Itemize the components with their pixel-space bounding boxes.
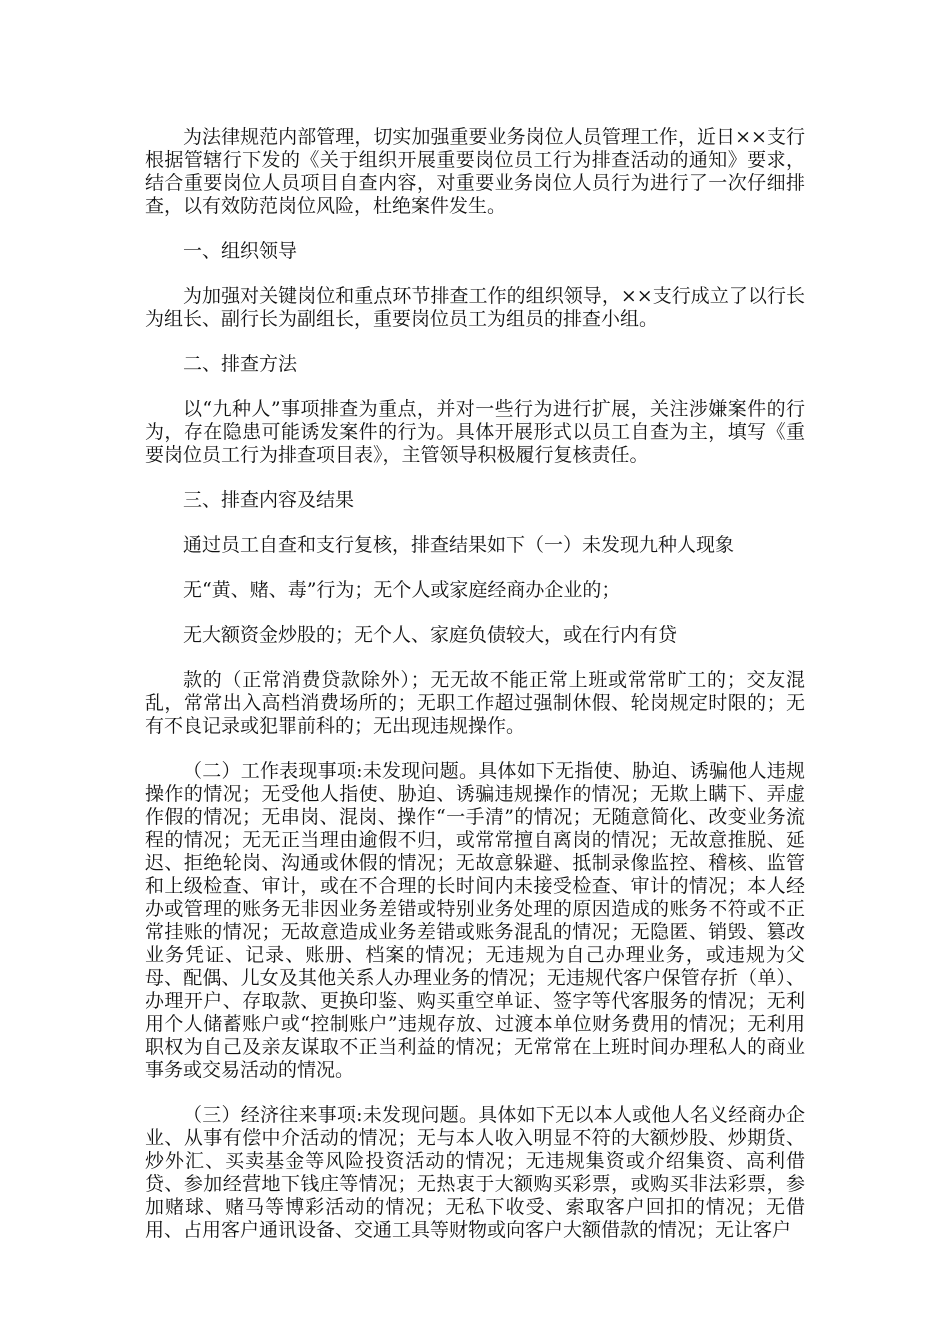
results-summary-paragraph: 通过员工自查和支行复核，排查结果如下（一）未发现九种人现象 xyxy=(183,534,735,556)
organization-paragraph: 为加强对关键岗位和重点环节排查工作的组织领导，××支行成立了以行长为组长、副行长为副组长，重要岗位员工为组员的排查小组。 xyxy=(145,285,805,330)
work-performance-paragraph: （二）工作表现事项:未发现问题。具体如下无指使、胁迫、诱骗他人违规操作的情况；无受他人指使、胁迫、诱骗违规操作的情况；无欺上瞒下、弄虚作假的情况；无串岗、混岗、操作“一手清”的情况；无随意简化、改变业务流程的情况；无无正当理由逾假不归，或常常擅自离岗的情况；无故意推脱、延迟、拒绝轮岗、沟通或休假的情况；无故意躲避、抵制录像监控、稽核、监管和上级检查、审计，或在不合理的长时间内未接受检查、审计的情况；本人经办或管理的账务无非因业务差错或特别业务处理的原因造成的账务不符或不正常挂账的情况；无故意造成业务差错或账务混乱的情况；无隐匿、销毁、篡改业务凭证、记录、账册、档案的情况；无违规为自己办理业务，或违规为父母、配偶、儿女及其他关系人办理业务的情况；无违规代客户保管存折（单）、办理开户、存取款、更换印鉴、购买重空单证、签字等代客服务的情况；无利用个人储蓄账户或“控制账户”违规存放、过渡本单位财务费用的情况；无利用职权为自己及亲友谋取不正当利益的情况；无常常在上班时间办理私人的商业事务或交易活动的情况。 xyxy=(145,760,805,1081)
section-heading-results: 三、排查内容及结果 xyxy=(183,489,355,511)
economic-dealings-paragraph: （三）经济往来事项:未发现问题。具体如下无以本人或他人名义经商办企业、从事有偿中介活动的情况；无与本人收入明显不符的大额炒股、炒期货、炒外汇、买卖基金等风险投资活动的情况；无违规集资或介绍集资、高利借贷、参加经营地下钱庄等情况；无热衷于大额购买彩票，或购买非法彩票，参加赌球、赌马等博彩活动的情况；无私下收受、索取客户回扣的情况；无借用、占用客户通讯设备、交通工具等财物或向客户大额借款的情况；无让客户 xyxy=(145,1104,805,1241)
document-body xyxy=(145,126,805,1264)
results-item-paragraph: 无大额资金炒股的；无个人、家庭负债较大，或在行内有贷 xyxy=(183,624,678,646)
section-heading-organization: 一、组织领导 xyxy=(183,240,298,262)
method-paragraph: 以“九种人”事项排查为重点，并对一些行为进行扩展，关注涉嫌案件的行为，存在隐患可能诱发案件的行为。具体开展形式以员工自查为主，填写《重要岗位员工行为排查项目表》，主管领导积极履行复核责任。 xyxy=(145,398,805,466)
intro-paragraph: 为法律规范内部管理，切实加强重要业务岗位人员管理工作，近日××支行根据管辖行下发的《关于组织开展重要岗位员工行为排查活动的通知》要求，结合重要岗位人员项目自查内容，对重要业务岗位人员行为进行了一次仔细排查，以有效防范岗位风险，杜绝案件发生。 xyxy=(145,126,805,217)
section-heading-method: 二、排查方法 xyxy=(183,353,298,375)
results-item-paragraph: 无“黄、赌、毒”行为；无个人或家庭经商办企业的； xyxy=(183,579,621,601)
results-continuation-paragraph: 款的（正常消费贷款除外）；无无故不能正常上班或常常旷工的；交友混乱，常常出入高档消费场所的；无职工作超过强制休假、轮岗规定时限的；无有不良记录或犯罪前科的；无出现违规操作。 xyxy=(145,669,805,737)
